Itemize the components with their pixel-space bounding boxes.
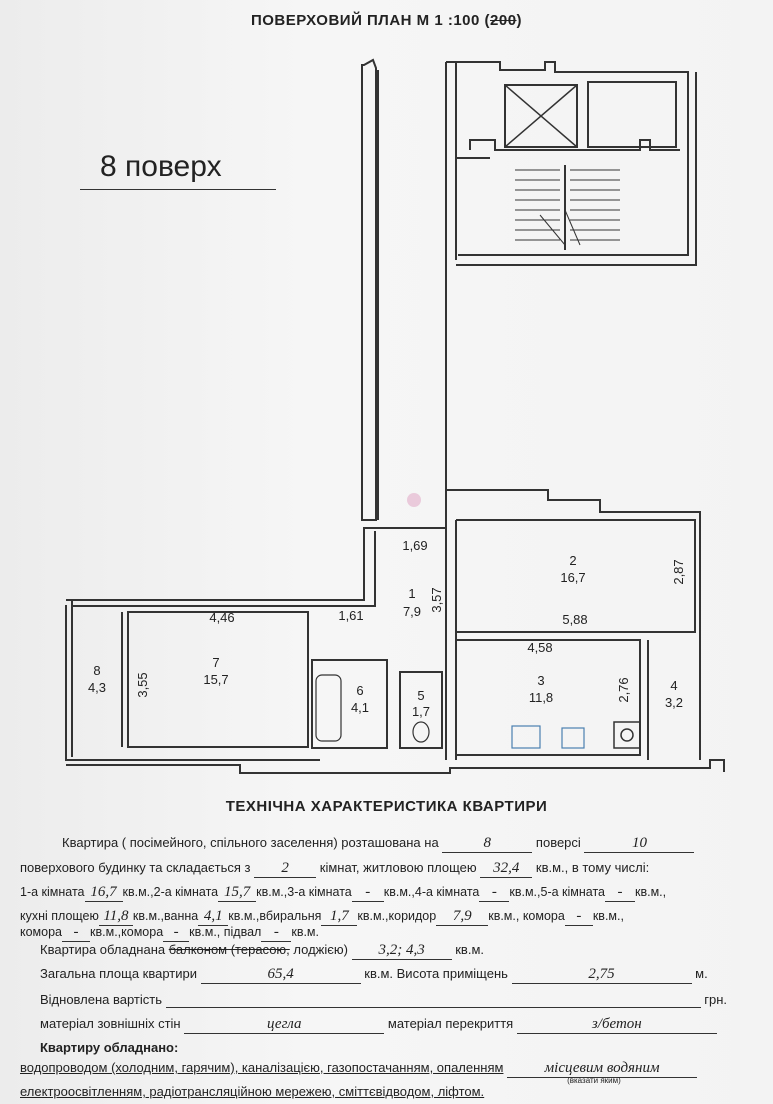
dim-5-88: 5,88 <box>562 612 588 627</box>
tech-line-2: поверхового будинку та складається з 2 кімнат, житловою площею 32,4 кв.м., в тому числі: <box>20 860 650 876</box>
heating-type: місцевим водяним <box>507 1060 697 1078</box>
tech-line-6: Квартира обладнана балконом (терасою, лоджією) 3,2; 4,3 кв.м. <box>40 942 484 958</box>
tech-line-5: комора - кв.м.,комора - кв.м., підвал - кв.м. <box>20 924 319 940</box>
room-1-number: 1 <box>408 586 416 601</box>
living-area: 32,4 <box>480 860 532 878</box>
room-7-number: 7 <box>212 655 220 670</box>
tech-line-12: електроосвітленням, радіотрансляційною мережею, сміттєвідводом, ліфтом. <box>20 1084 485 1099</box>
tech-line-9: матеріал зовнішніх стін цегла матеріал перекриття з/бетон <box>40 1016 717 1034</box>
wall-material: цегла <box>184 1016 384 1034</box>
room-6-number: 6 <box>356 683 364 698</box>
room-6-area: 4,1 <box>350 700 370 715</box>
dim-1-69: 1,69 <box>402 538 428 553</box>
dim-4-46: 4,46 <box>209 610 235 625</box>
page-title: ПОВЕРХОВИЙ ПЛАН М 1 :100 (200) <box>250 12 523 29</box>
tech-line-1: Квартира ( посімейного, спільного заселення) розташована на 8 поверсі 10 <box>62 835 694 853</box>
room-3-number: 3 <box>537 673 545 688</box>
room-8-area: 4,3 <box>87 680 107 695</box>
floor-label: 8 поверх <box>100 150 222 183</box>
loggia-area: 3,2; 4,3 <box>352 942 452 960</box>
room-7-area: 15,7 <box>203 672 229 687</box>
tech-title: ТЕХНІЧНА ХАРАКТЕРИСТИКА КВАРТИРИ <box>225 798 548 815</box>
dim-4-58: 4,58 <box>527 640 553 655</box>
room-2-number: 2 <box>569 553 577 568</box>
room-5-number: 5 <box>417 688 425 703</box>
room-5-area: 1,7 <box>411 704 431 719</box>
total-area: 65,4 <box>201 966 361 984</box>
dim-3-55: 3,55 <box>135 672 150 698</box>
dim-2-87: 2,87 <box>671 559 686 585</box>
floor-material: з/бетон <box>517 1016 717 1034</box>
room-8-number: 8 <box>93 663 101 678</box>
tech-line-3: 1-а кімната 16,7 кв.м.,2-а кімната 15,7 кв.м.,3-а кімната - кв.м.,4-а кімната - кв.м.,5-а кімната - кв.м., <box>20 884 667 900</box>
total-floors: 10 <box>584 835 694 853</box>
tech-line-7: Загальна площа квартири 65,4 кв.м. Висота приміщень 2,75 м. <box>40 966 708 982</box>
rooms-count: 2 <box>254 860 316 878</box>
tech-line-8: Відновлена вартість грн. <box>40 992 728 1007</box>
struck-scale: 200 <box>490 12 517 29</box>
dim-1-61: 1,61 <box>338 608 364 623</box>
floor-number: 8 <box>442 835 532 853</box>
dim-2-76: 2,76 <box>616 677 631 703</box>
room-4-number: 4 <box>670 678 678 693</box>
room-4-area: 3,2 <box>664 695 684 710</box>
room-3-area: 11,8 <box>528 690 554 705</box>
ceiling-height: 2,75 <box>512 966 692 984</box>
tech-line-4: кухні площею 11,8 кв.м.,ванна 4,1 кв.м.,вбиральня 1,7 кв.м.,коридор 7,9 кв.м., комора - кв.м., <box>20 908 624 924</box>
room-2-area: 16,7 <box>560 570 586 585</box>
dim-3-57: 3,57 <box>429 587 444 613</box>
room-1-area: 7,9 <box>402 604 422 619</box>
tech-line-11: водопроводом (холодним, гарячим), каналізацією, газопостачанням, опаленням місцевим водяним (вказати яким) <box>20 1060 697 1078</box>
tech-line-10: Квартиру обладнано: <box>40 1040 179 1055</box>
